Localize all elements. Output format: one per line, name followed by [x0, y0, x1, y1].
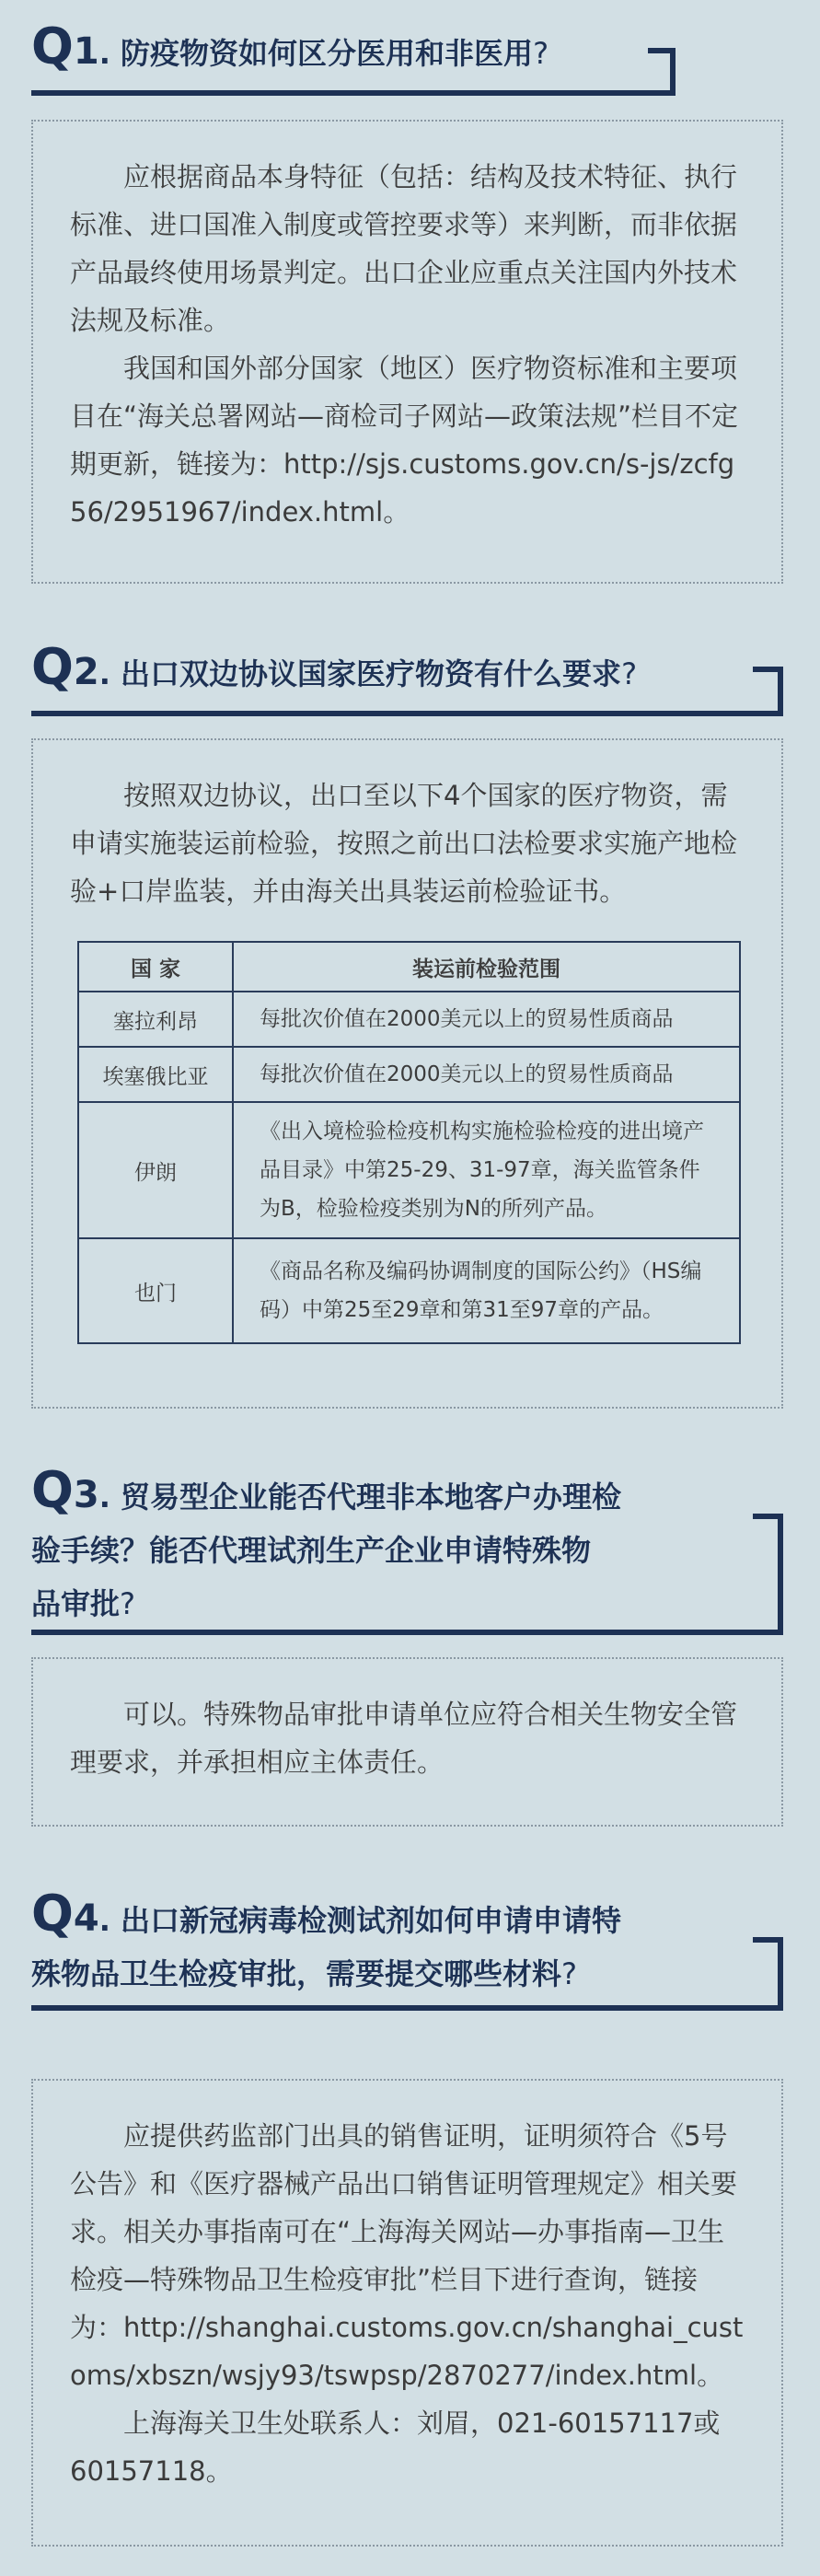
q4-paragraph-2: 上海海关卫生处联系人：刘眉，021-60157117或60157118。 [70, 2408, 721, 2487]
q3-paragraph: 可以。特殊物品审批申请单位应符合相关生物安全管理要求，并承担相应主体责任。 [70, 1699, 738, 1778]
q4-heading-line-1 [31, 1887, 740, 1947]
q3-bracket-side [778, 1514, 783, 1635]
table-cell-scope: 每批次价值在2000美元以上的贸易性质商品 [233, 992, 740, 1047]
q3-heading-line-3 [31, 1577, 740, 1630]
q3-heading-line-1 [31, 1461, 740, 1524]
q2-underline [31, 711, 783, 716]
q1-bracket-side [670, 48, 676, 96]
q2-dot: . [98, 656, 121, 691]
q2-answer-box [31, 738, 783, 1409]
table-cell-scope: 《出入境检验检疫机构实施检验检疫的进出境产品目录》中第25-29、31-97章，海关监管条件为B，检验检疫类别为N的所列产品。 [233, 1102, 740, 1238]
table-row [78, 1238, 740, 1343]
q3-dot: . [98, 1479, 121, 1514]
q2-bracket-side [778, 667, 783, 716]
q1-heading [31, 17, 549, 80]
q1-title: 防疫物资如何区分医用和非医用 [121, 36, 534, 71]
table-cell-country: 塞拉利昂 [78, 992, 233, 1047]
q2-question-mark: ? [621, 656, 638, 691]
q4-digit: 4 [73, 1897, 99, 1940]
table-cell-country: 也门 [78, 1238, 233, 1343]
q3-title-line-2: 验手续？能否代理试剂生产企业申请特殊物 [31, 1533, 592, 1568]
q1-underline [31, 90, 676, 96]
q3-answer-box [31, 1657, 783, 1827]
table-cell-country: 埃塞俄比亚 [78, 1047, 233, 1102]
q2-paragraph: 按照双边协议，出口至以下4个国家的医疗物资，需申请实施装运前检验，按照之前出口法检要求实施产地检验+口岸监装，并由海关出具装运前检验证书。 [70, 780, 738, 907]
table-cell-scope: 《商品名称及编码协调制度的国际公约》（HS编码）中第25至29章和第31至97章的产品。 [233, 1238, 740, 1343]
q3-heading [31, 1461, 740, 1630]
q1-letter: Q [31, 17, 74, 75]
q2-title: 出口双边协议国家医疗物资有什么要求 [121, 656, 622, 691]
q3-letter: Q [31, 1461, 74, 1519]
q4-letter: Q [31, 1885, 74, 1943]
q1-question-mark: ? [533, 36, 549, 71]
q2-letter: Q [31, 638, 74, 696]
q1-dot: . [98, 36, 121, 71]
table-header-country: 国 家 [78, 942, 233, 992]
q4-dot: . [98, 1903, 121, 1938]
q2-heading [31, 638, 638, 701]
q4-paragraph-1: 应提供药监部门出具的销售证明，证明须符合《5号公告》和《医疗器械产品出口销售证明管理规定》相关要求。相关办事指南可在“上海海关网站—办事指南—卫生检疫—特殊物品卫生检疫审批”栏目下进行查询，链接为：http://shanghai.customs.gov.cn/shanghai_customs/xbszn/wsjy93/tswpsp/2870277/index.html。 [70, 2120, 744, 2391]
q3-title-line-3: 品审批 [31, 1586, 121, 1621]
q3-underline [31, 1630, 783, 1635]
table-header-scope: 装运前检验范围 [233, 942, 740, 992]
q3-title-line-1: 贸易型企业能否代理非本地客户办理检 [121, 1479, 622, 1514]
table-row [78, 1047, 740, 1102]
q3-digit: 3 [73, 1474, 99, 1516]
table-header-row [78, 942, 740, 992]
q1-answer-box [31, 120, 783, 584]
q3-question-mark: ? [120, 1586, 135, 1621]
q4-heading [31, 1887, 740, 2001]
table-row [78, 992, 740, 1047]
q1-paragraph-2: 我国和国外部分国家（地区）医疗物资标准和主要项目在“海关总署网站—商检司子网站—政策法规”栏目不定期更新，链接为：http://sjs.customs.gov.cn/s-js/zcfg56/2951967/index.html。 [70, 353, 739, 528]
table-cell-country: 伊朗 [78, 1102, 233, 1238]
q1-paragraph-1: 应根据商品本身特征（包括：结构及技术特征、执行标准、进口国准入制度或管控要求等）来判断，而非依据产品最终使用场景判定。出口企业应重点关注国内外技术法规及标准。 [70, 161, 738, 336]
inspection-table [77, 941, 741, 1344]
q4-title-line-2: 殊物品卫生检疫审批，需要提交哪些材料 [31, 1956, 562, 1991]
q4-heading-line-2 [31, 1947, 740, 2001]
q4-underline [31, 2005, 783, 2011]
q2-digit: 2 [73, 651, 99, 693]
q1-digit: 1 [73, 30, 99, 73]
table-row [78, 1102, 740, 1238]
q4-question-mark: ? [561, 1956, 577, 1991]
q4-bracket-side [778, 1937, 783, 2011]
table-cell-scope: 每批次价值在2000美元以上的贸易性质商品 [233, 1047, 740, 1102]
q4-title-line-1: 出口新冠病毒检测试剂如何申请申请特 [121, 1903, 622, 1938]
q4-answer-box [31, 2079, 783, 2547]
